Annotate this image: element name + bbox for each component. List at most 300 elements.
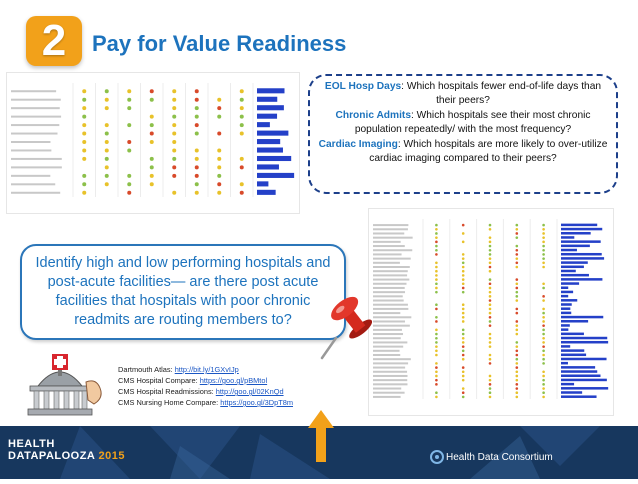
bar-mark	[561, 354, 586, 357]
row-label	[373, 279, 409, 281]
data-dot	[240, 115, 244, 119]
cardiac-imaging-text: : Which hospitals are more likely to over-utilize cardiac imaging compared to their peers?	[369, 138, 608, 165]
data-dot	[542, 266, 545, 269]
data-dot	[489, 249, 492, 252]
data-dot	[435, 278, 438, 281]
bar-mark	[561, 240, 601, 243]
data-dot	[435, 224, 438, 227]
data-dot	[516, 232, 519, 235]
data-dot	[435, 236, 438, 239]
data-dot	[542, 387, 545, 390]
source-dartmouth	[118, 364, 293, 375]
brand-year: 2015	[98, 450, 126, 462]
data-dot	[542, 224, 545, 227]
data-dot	[462, 366, 465, 369]
data-dot	[82, 98, 86, 102]
data-dot	[150, 132, 154, 136]
bar-mark	[561, 312, 571, 315]
data-dot	[542, 245, 545, 248]
data-dot	[150, 157, 154, 161]
bar-mark	[561, 261, 588, 264]
data-dot	[172, 191, 176, 195]
data-dot	[516, 350, 519, 353]
data-dot	[516, 249, 519, 252]
bar-mark	[561, 366, 595, 369]
source-hospital-compare	[118, 375, 293, 386]
data-dot	[489, 287, 492, 290]
data-dot	[489, 375, 492, 378]
bar-mark	[561, 374, 600, 377]
data-dot	[489, 270, 492, 273]
row-label	[11, 141, 50, 143]
data-dot	[82, 140, 86, 144]
row-label	[373, 224, 408, 226]
row-label	[11, 90, 56, 92]
data-dot	[516, 387, 519, 390]
bar-mark	[561, 303, 572, 306]
data-dot	[462, 262, 465, 265]
source-dartmouth-label: Dartmouth Atlas:	[118, 365, 175, 374]
data-dot	[240, 132, 244, 136]
data-dot	[516, 295, 519, 298]
data-dot	[195, 132, 199, 136]
bar-mark	[561, 253, 602, 256]
data-dot	[489, 228, 492, 231]
data-dot	[172, 132, 176, 136]
bar-mark	[561, 370, 597, 373]
row-label	[373, 379, 407, 381]
data-dot	[150, 140, 154, 144]
data-dot	[462, 387, 465, 390]
data-dot	[217, 165, 221, 169]
data-dot	[105, 89, 109, 93]
data-dot	[435, 303, 438, 306]
data-dot	[516, 262, 519, 265]
bar-mark	[561, 391, 582, 394]
bar-mark	[561, 316, 603, 319]
dot-plot-screenshot-1	[6, 72, 300, 214]
data-dot	[489, 282, 492, 285]
data-dot	[489, 245, 492, 248]
data-dot	[516, 253, 519, 256]
data-dot	[542, 396, 545, 399]
data-dot	[217, 174, 221, 178]
data-dot	[127, 89, 131, 93]
data-dot	[195, 148, 199, 152]
data-dot	[462, 341, 465, 344]
data-dot	[462, 257, 465, 260]
data-dot	[435, 337, 438, 340]
health-data-consortium-icon	[430, 450, 444, 469]
row-label	[373, 266, 410, 268]
data-dot	[542, 282, 545, 285]
data-dot	[489, 358, 492, 361]
data-dot	[542, 350, 545, 353]
data-dot	[240, 106, 244, 110]
data-dot	[542, 333, 545, 336]
bar-mark	[561, 270, 576, 273]
cardiac-imaging-item	[316, 138, 610, 167]
cardiac-imaging-label: Cardiac Imaging	[318, 138, 398, 150]
source-nursing-home-compare-label: CMS Nursing Home Compare:	[118, 398, 221, 407]
bar-mark	[561, 245, 590, 248]
chronic-admits-text: : Which hospitals see their most chronic population repeatedly/ with the most frequency?	[354, 109, 591, 136]
row-label	[11, 149, 51, 151]
data-dot	[240, 182, 244, 186]
data-dot	[172, 174, 176, 178]
data-dot	[542, 375, 545, 378]
row-label	[373, 283, 406, 285]
bar-mark	[561, 345, 570, 348]
dot-plot-graphic-1	[7, 73, 299, 213]
data-dot	[217, 98, 221, 102]
data-dot	[82, 174, 86, 178]
data-dot	[542, 341, 545, 344]
bar-mark	[257, 131, 288, 136]
bar-mark	[561, 328, 568, 331]
brand-line-1: HEALTH	[8, 438, 55, 450]
data-dot	[435, 350, 438, 353]
data-dot	[516, 324, 519, 327]
data-dot	[82, 132, 86, 136]
data-dot	[462, 316, 465, 319]
data-dot	[489, 391, 492, 394]
data-dot	[462, 312, 465, 315]
data-dot	[127, 148, 131, 152]
data-dot	[435, 366, 438, 369]
row-label	[373, 375, 408, 377]
data-dot	[542, 316, 545, 319]
bar-mark	[561, 362, 568, 365]
data-dot	[462, 358, 465, 361]
data-dot	[542, 249, 545, 252]
data-dot	[435, 262, 438, 265]
row-label	[373, 245, 405, 247]
bar-mark	[257, 88, 285, 93]
row-label	[373, 396, 401, 398]
data-dot	[240, 123, 244, 127]
dot-plot-screenshot-2	[368, 208, 614, 416]
row-label	[373, 249, 412, 251]
data-dot	[542, 257, 545, 260]
data-dot	[150, 89, 154, 93]
data-dot	[542, 236, 545, 239]
data-dot	[516, 245, 519, 248]
bar-mark	[561, 249, 577, 252]
data-dot	[489, 387, 492, 390]
identify-facilities-text: Identify high and low performing hospitals and post-acute facilities— are there post acute facilities that hospitals with poor chronic readmits are routing members to?	[35, 255, 331, 328]
row-label	[373, 241, 401, 243]
data-dot	[516, 320, 519, 323]
row-label	[11, 183, 55, 185]
data-sources-list	[118, 364, 293, 408]
bar-mark	[561, 358, 607, 361]
data-dot	[435, 291, 438, 294]
bar-mark	[561, 395, 597, 398]
brand-line-2: DATAPALOOZA	[8, 450, 95, 462]
data-dot	[435, 379, 438, 382]
data-dot	[462, 375, 465, 378]
data-dot	[172, 157, 176, 161]
identify-facilities-bubble	[20, 244, 346, 340]
data-dot	[82, 157, 86, 161]
data-dot	[105, 148, 109, 152]
bar-mark	[561, 291, 573, 294]
data-dot	[516, 228, 519, 231]
data-dot	[462, 241, 465, 244]
data-dot	[172, 165, 176, 169]
push-pin-icon	[318, 288, 382, 365]
bar-mark	[561, 307, 570, 310]
eol-hosp-days-item	[316, 80, 610, 109]
data-dot	[127, 123, 131, 127]
source-hospital-compare-link[interactable]: https://goo.gl/pBMtol	[199, 376, 268, 385]
data-dot	[489, 333, 492, 336]
bar-mark	[257, 181, 268, 186]
data-dot	[435, 228, 438, 231]
source-hospital-readmissions	[118, 386, 293, 397]
data-dot	[82, 115, 86, 119]
data-dot	[516, 266, 519, 269]
bar-mark	[561, 295, 568, 298]
data-dot	[435, 266, 438, 269]
data-dot	[240, 191, 244, 195]
data-dot	[489, 396, 492, 399]
data-dot	[217, 148, 221, 152]
data-dot	[489, 224, 492, 227]
bar-mark	[561, 383, 574, 386]
bar-mark	[561, 224, 597, 227]
data-dot	[435, 320, 438, 323]
data-dot	[435, 232, 438, 235]
data-dot	[82, 191, 86, 195]
data-dot	[172, 140, 176, 144]
data-dot	[516, 358, 519, 361]
data-dot	[195, 157, 199, 161]
data-dot	[105, 182, 109, 186]
data-dot	[516, 345, 519, 348]
data-dot	[127, 174, 131, 178]
bar-mark	[257, 105, 284, 110]
bar-mark	[561, 320, 588, 323]
data-dot	[195, 191, 199, 195]
data-dot	[516, 287, 519, 290]
data-dot	[462, 370, 465, 373]
row-label	[11, 99, 61, 101]
data-dot	[435, 245, 438, 248]
eol-hosp-days-label: EOL Hosp Days	[324, 81, 402, 92]
data-dot	[435, 316, 438, 319]
row-label	[11, 166, 62, 168]
row-label	[373, 367, 405, 369]
data-dot	[516, 308, 519, 311]
data-dot	[489, 291, 492, 294]
data-dot	[542, 354, 545, 357]
data-dot	[435, 270, 438, 273]
bar-mark	[561, 232, 591, 235]
data-dot	[195, 123, 199, 127]
data-dot	[435, 333, 438, 336]
data-dot	[150, 174, 154, 178]
bar-mark	[561, 274, 589, 277]
data-dot	[435, 274, 438, 277]
data-dot	[127, 106, 131, 110]
data-dot	[542, 287, 545, 290]
data-dot	[516, 379, 519, 382]
data-dot	[489, 308, 492, 311]
upload-arrow-icon	[306, 408, 336, 469]
data-dot	[489, 379, 492, 382]
data-dot	[489, 253, 492, 256]
data-dot	[82, 148, 86, 152]
source-hospital-compare-label: CMS Hospital Compare:	[118, 376, 200, 385]
data-dot	[542, 299, 545, 302]
data-dot	[516, 370, 519, 373]
data-dot	[462, 350, 465, 353]
data-dot	[542, 324, 545, 327]
data-dot	[516, 391, 519, 394]
row-label	[373, 253, 402, 255]
source-hospital-readmissions-link[interactable]: http://goo.gl/02KnQd	[215, 387, 284, 396]
data-dot	[82, 123, 86, 127]
data-dot	[516, 383, 519, 386]
data-dot	[435, 241, 438, 244]
data-dot	[195, 106, 199, 110]
data-dot	[435, 329, 438, 332]
bar-mark	[561, 379, 607, 382]
data-dot	[217, 191, 221, 195]
data-dot	[217, 182, 221, 186]
row-label	[11, 175, 50, 177]
data-dot	[172, 98, 176, 102]
data-dot	[489, 257, 492, 260]
data-dot	[435, 308, 438, 311]
row-label	[11, 192, 60, 194]
data-dot	[172, 115, 176, 119]
data-dot	[462, 391, 465, 394]
bar-mark	[561, 286, 568, 289]
bar-mark	[561, 333, 584, 336]
data-dot	[127, 140, 131, 144]
data-dot	[489, 337, 492, 340]
data-dot	[217, 106, 221, 110]
page-title: Pay for Value Readiness	[92, 31, 347, 56]
data-dot	[489, 341, 492, 344]
data-dot	[489, 303, 492, 306]
data-dot	[462, 274, 465, 277]
data-dot	[542, 358, 545, 361]
data-dot	[542, 379, 545, 382]
data-dot	[435, 354, 438, 357]
data-dot	[435, 345, 438, 348]
source-nursing-home-compare-link[interactable]: https://goo.gl/3DpT8m	[220, 398, 293, 407]
metrics-callout	[308, 74, 618, 194]
data-dot	[489, 241, 492, 244]
bar-mark	[561, 257, 604, 260]
data-dot	[542, 241, 545, 244]
data-dot	[542, 228, 545, 231]
source-dartmouth-link[interactable]: http://bit.ly/1GXvIJp	[174, 365, 239, 374]
section-number-badge	[26, 16, 82, 66]
data-dot	[150, 98, 154, 102]
data-dot	[489, 295, 492, 298]
data-dot	[462, 396, 465, 399]
bar-mark	[561, 228, 602, 231]
data-dot	[435, 391, 438, 394]
row-label	[373, 237, 413, 239]
bar-mark	[561, 387, 608, 390]
data-dot	[105, 165, 109, 169]
data-dot	[516, 366, 519, 369]
data-dot	[127, 191, 131, 195]
data-dot	[462, 224, 465, 227]
data-dot	[462, 308, 465, 311]
data-dot	[489, 345, 492, 348]
data-dot	[516, 278, 519, 281]
data-dot	[462, 333, 465, 336]
data-dot	[462, 282, 465, 285]
data-dot	[462, 320, 465, 323]
data-dot	[105, 123, 109, 127]
bar-mark	[561, 236, 574, 239]
source-hospital-readmissions-label: CMS Hospital Readmissions:	[118, 387, 216, 396]
bar-mark	[257, 139, 280, 144]
data-dot	[542, 312, 545, 315]
data-dot	[195, 165, 199, 169]
row-label	[373, 270, 408, 272]
data-dot	[462, 266, 465, 269]
data-dot	[435, 370, 438, 373]
data-dot	[542, 391, 545, 394]
data-dot	[489, 262, 492, 265]
data-dot	[217, 157, 221, 161]
data-dot	[516, 396, 519, 399]
data-dot	[542, 345, 545, 348]
data-dot	[542, 362, 545, 365]
source-nursing-home-compare	[118, 397, 293, 408]
data-dot	[462, 232, 465, 235]
data-dot	[462, 278, 465, 281]
data-dot	[489, 316, 492, 319]
data-dot	[195, 115, 199, 119]
row-label	[11, 107, 60, 109]
data-dot	[105, 98, 109, 102]
data-dot	[195, 174, 199, 178]
data-dot	[105, 132, 109, 136]
data-dot	[542, 370, 545, 373]
data-dot	[542, 383, 545, 386]
data-dot	[516, 257, 519, 260]
row-label	[11, 124, 59, 126]
data-dot	[195, 182, 199, 186]
bar-mark	[257, 148, 283, 153]
section-number: 2	[41, 16, 67, 65]
row-label	[11, 133, 57, 135]
row-label	[11, 158, 62, 160]
row-label	[373, 392, 405, 394]
data-dot	[516, 375, 519, 378]
bar-mark	[561, 341, 608, 344]
bar-mark	[561, 299, 577, 302]
data-dot	[489, 354, 492, 357]
data-dot	[516, 354, 519, 357]
bar-mark	[561, 337, 607, 340]
data-dot	[489, 312, 492, 315]
data-dot	[240, 165, 244, 169]
bar-mark	[257, 97, 277, 102]
data-dot	[435, 383, 438, 386]
data-dot	[172, 123, 176, 127]
